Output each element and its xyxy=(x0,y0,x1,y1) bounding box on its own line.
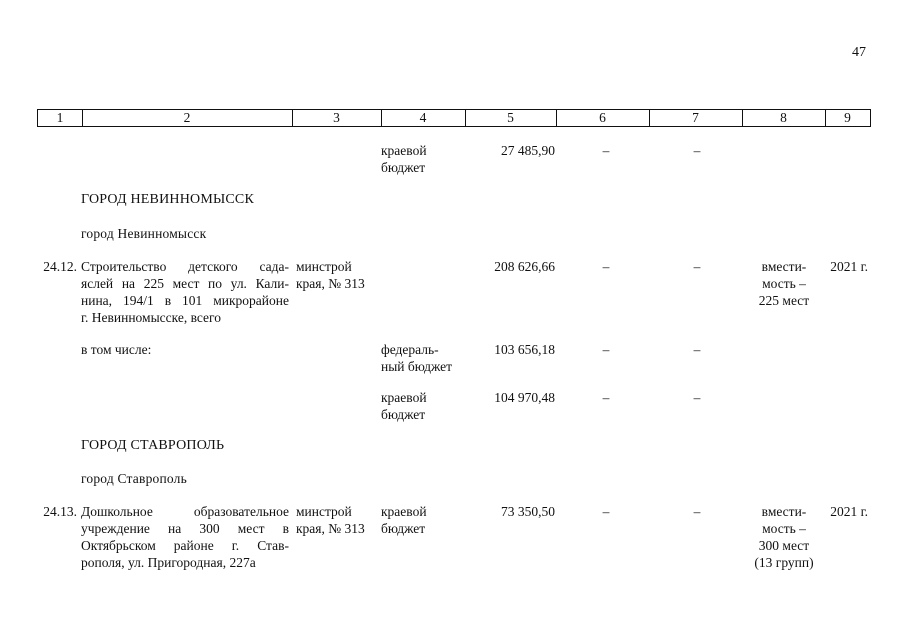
section-city-title: город Ставрополь xyxy=(81,471,187,486)
section-city-title: город Невинномысск xyxy=(81,226,207,241)
header-col-3: 3 xyxy=(292,110,382,126)
item-amount: 73 350,50 xyxy=(501,504,555,519)
item-year: 2021 г. xyxy=(830,259,868,274)
item-name: Строительство детского сада- яслей на 225 мест по ул. Кали- нина, 194/1 в 101 микрорайоне г. Невинномысске, всего xyxy=(81,259,289,325)
header-col-2: 2 xyxy=(82,110,293,126)
item-col6: – xyxy=(602,259,610,274)
item-year: 2021 г. xyxy=(830,504,868,519)
regional-source: краевой бюджет xyxy=(381,390,427,422)
row-top-amount: 27 485,90 xyxy=(501,143,555,158)
item-amount: 208 626,66 xyxy=(494,259,555,274)
item-customer: минстрой края, № 313 xyxy=(296,259,365,291)
including-label: в том числе: xyxy=(81,342,152,357)
item-source: краевой бюджет xyxy=(381,504,427,536)
federal-col6: – xyxy=(602,342,610,357)
item-customer: минстрой края, № 313 xyxy=(296,504,365,536)
header-col-7: 7 xyxy=(649,110,743,126)
header-col-5: 5 xyxy=(465,110,557,126)
page-number: 47 xyxy=(852,45,866,60)
item-col7: – xyxy=(693,504,701,519)
federal-source: федераль- ный бюджет xyxy=(381,342,453,374)
regional-col6: – xyxy=(602,390,610,405)
header-col-4: 4 xyxy=(381,110,466,126)
item-capacity: вмести- мость – 300 мест (13 групп) xyxy=(754,504,814,570)
item-number: 24.12. xyxy=(43,259,77,274)
row-top-source: краевой бюджет xyxy=(381,143,427,175)
item-capacity: вмести- мость – 225 мест xyxy=(758,259,810,308)
item-col7: – xyxy=(693,259,701,274)
header-col-1: 1 xyxy=(38,110,83,126)
item-number: 24.13. xyxy=(43,504,77,519)
regional-amount: 104 970,48 xyxy=(494,390,555,405)
row-top-col6: – xyxy=(602,143,610,158)
item-name: Дошкольное образовательное учреждение на 300 мест в Октябрьском районе г. Став- рополя, ул. Пригородная, 227а xyxy=(81,504,289,570)
section-region-title: ГОРОД СТАВРОПОЛЬ xyxy=(81,438,225,453)
table-header-row xyxy=(37,109,871,127)
header-col-8: 8 xyxy=(742,110,826,126)
header-col-9: 9 xyxy=(844,110,851,125)
item-col6: – xyxy=(602,504,610,519)
header-col-6: 6 xyxy=(556,110,650,126)
row-top-col7: – xyxy=(693,143,701,158)
section-region-title: ГОРОД НЕВИННОМЫССК xyxy=(81,192,254,207)
federal-col7: – xyxy=(693,342,701,357)
regional-col7: – xyxy=(693,390,701,405)
federal-amount: 103 656,18 xyxy=(494,342,555,357)
